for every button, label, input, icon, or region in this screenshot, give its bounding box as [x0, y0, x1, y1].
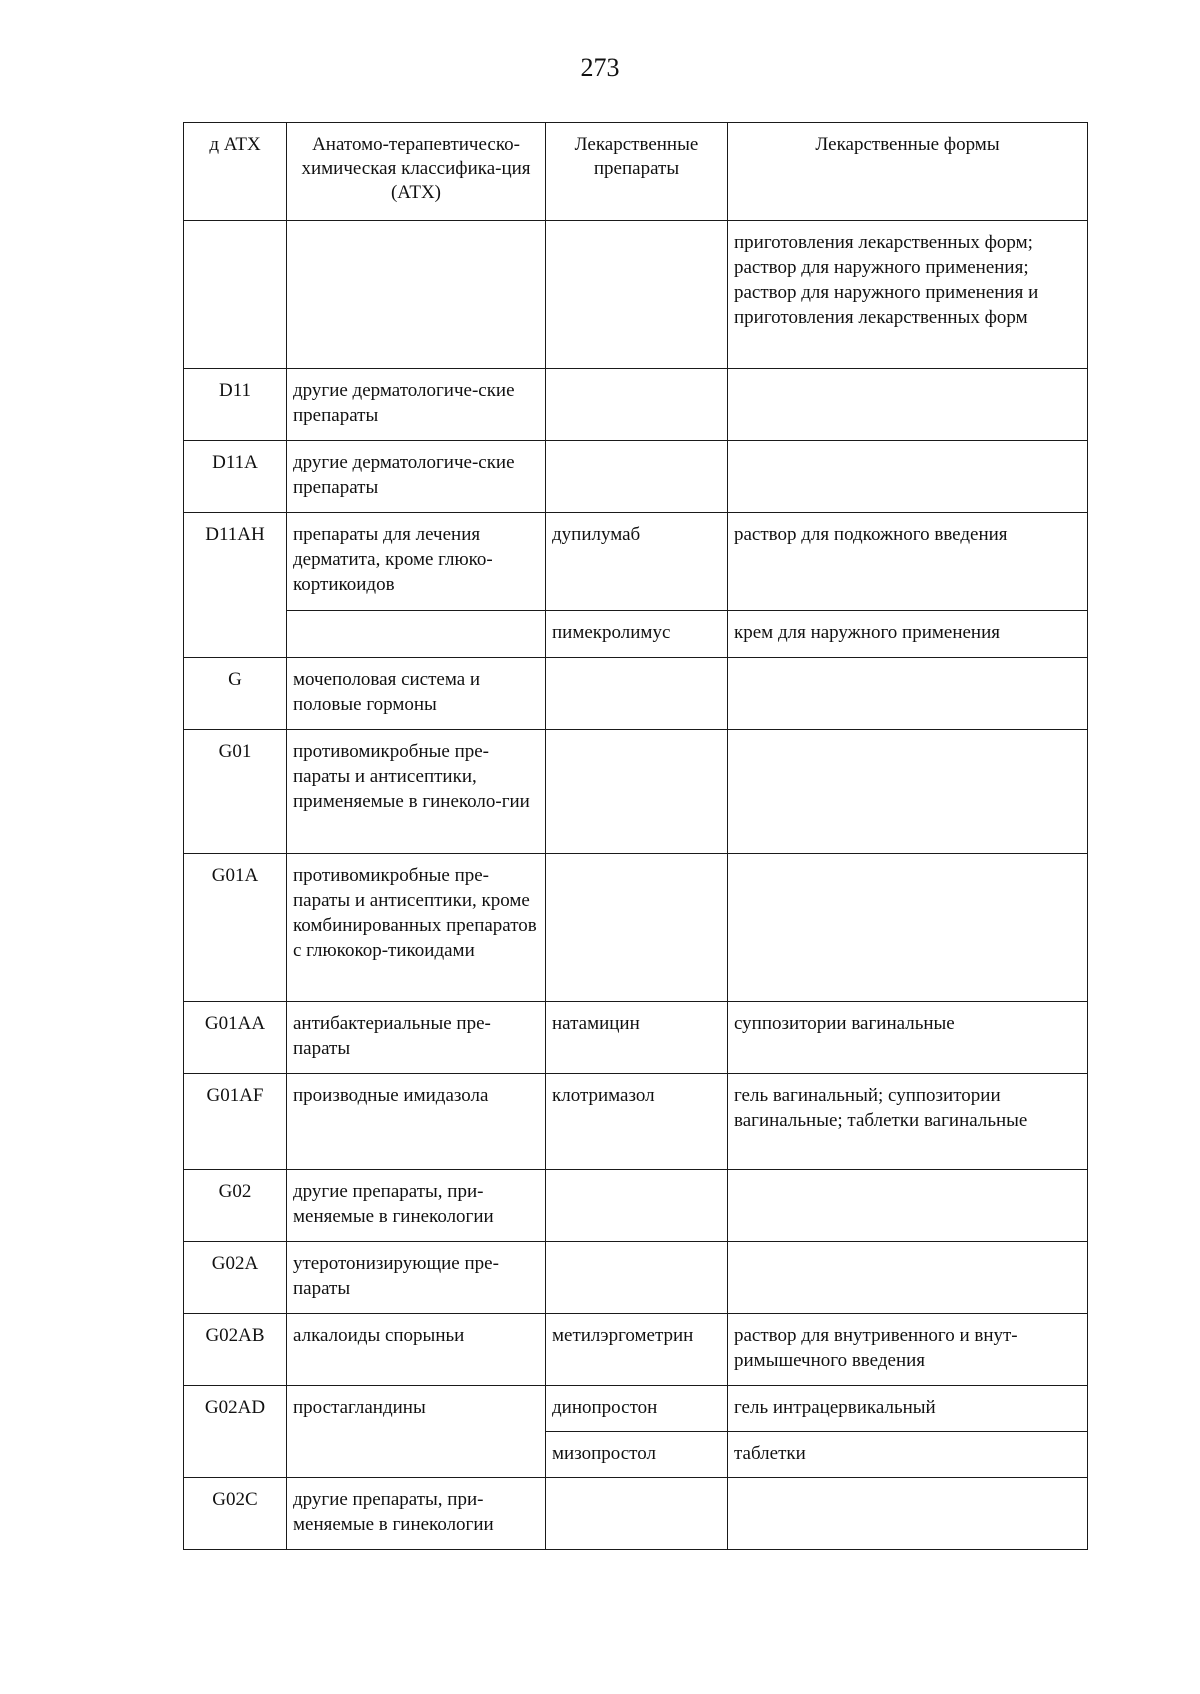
dosage-forms	[728, 1242, 1088, 1314]
atx-code: D11A	[184, 441, 287, 513]
atx-classification: антибактериальные пре-параты	[287, 1002, 546, 1074]
atx-classification: противомикробные пре-параты и антисептики, применяемые в гинеколо-гии	[287, 730, 546, 854]
atx-classification: утеротонизирующие пре-параты	[287, 1242, 546, 1314]
drug-name: метилэргометрин	[546, 1314, 728, 1386]
header-classification: Анатомо-терапевтическо-химическая классифика-ция (АТХ)	[287, 123, 546, 221]
header-forms: Лекарственные формы	[728, 123, 1088, 221]
atx-classification: простагландины	[287, 1386, 546, 1478]
dosage-forms: таблетки	[728, 1432, 1088, 1478]
dosage-forms: гель вагинальный; суппозитории вагинальные; таблетки вагинальные	[728, 1074, 1088, 1170]
drug-name: пимекролимус	[546, 611, 728, 658]
page-number: 273	[580, 53, 620, 82]
atx-classification: другие дерматологиче-ские препараты	[287, 369, 546, 441]
atx-classification: производные имидазола	[287, 1074, 546, 1170]
atx-classification: алкалоиды спорыньи	[287, 1314, 546, 1386]
dosage-forms: раствор для внутривенного и внут-римышечного введения	[728, 1314, 1088, 1386]
drug-name	[546, 1242, 728, 1314]
table-row	[184, 854, 1088, 1002]
table-row	[184, 611, 1088, 658]
dosage-forms	[728, 441, 1088, 513]
drug-name	[546, 854, 728, 1002]
atx-code: D11AH	[184, 513, 287, 658]
atx-classification: препараты для лечения дерматита, кроме глюко-кортикоидов	[287, 513, 546, 611]
atx-code: G01	[184, 730, 287, 854]
drug-name: натамицин	[546, 1002, 728, 1074]
table-row	[184, 1074, 1088, 1170]
dosage-forms	[728, 1478, 1088, 1550]
table-row	[184, 658, 1088, 730]
drug-name: клотримазол	[546, 1074, 728, 1170]
atx-code: G02C	[184, 1478, 287, 1550]
drug-name	[546, 730, 728, 854]
table-row	[184, 513, 1088, 611]
atx-classification: другие препараты, при-меняемые в гинекологии	[287, 1170, 546, 1242]
drug-name: мизопростол	[546, 1432, 728, 1478]
drug-name	[546, 369, 728, 441]
drug-name	[546, 1478, 728, 1550]
dosage-forms	[728, 658, 1088, 730]
table-row	[184, 1386, 1088, 1432]
atx-code: G02A	[184, 1242, 287, 1314]
drug-name: дупилумаб	[546, 513, 728, 611]
table-row	[184, 441, 1088, 513]
atx-code: G	[184, 658, 287, 730]
atx-classification	[287, 221, 546, 369]
dosage-forms: раствор для подкожного введения	[728, 513, 1088, 611]
table-row	[184, 369, 1088, 441]
dosage-forms: крем для наружного применения	[728, 611, 1088, 658]
atx-code: G02AD	[184, 1386, 287, 1478]
drug-name	[546, 658, 728, 730]
drug-name: динопростон	[546, 1386, 728, 1432]
atx-code: D11	[184, 369, 287, 441]
dosage-forms	[728, 730, 1088, 854]
header-row	[184, 123, 1088, 221]
atx-classification: другие препараты, при-меняемые в гинекологии	[287, 1478, 546, 1550]
atx-code: G02	[184, 1170, 287, 1242]
table-row	[184, 1170, 1088, 1242]
atx-code: G01A	[184, 854, 287, 1002]
table-row	[184, 730, 1088, 854]
table-row	[184, 221, 1088, 369]
atx-classification	[287, 611, 546, 658]
atx-classification: противомикробные пре-параты и антисептики, кроме комбинированных препаратов с глюкокор-тикоидами	[287, 854, 546, 1002]
header-code: д ATX	[184, 123, 287, 221]
atx-table	[183, 122, 1088, 1550]
dosage-forms	[728, 369, 1088, 441]
drug-name	[546, 1170, 728, 1242]
atx-code: G01AA	[184, 1002, 287, 1074]
atx-code: G01AF	[184, 1074, 287, 1170]
table-row	[184, 1002, 1088, 1074]
atx-classification: другие дерматологиче-ские препараты	[287, 441, 546, 513]
dosage-forms: гель интрацервикальный	[728, 1386, 1088, 1432]
drug-name	[546, 441, 728, 513]
table-body	[184, 221, 1088, 1550]
table-row	[184, 1314, 1088, 1386]
atx-code	[184, 221, 287, 369]
dosage-forms: приготовления лекарственных форм; раствор для наружного применения; раствор для наружного применения и приготовления лекарственных форм	[728, 221, 1088, 369]
dosage-forms	[728, 1170, 1088, 1242]
atx-classification: мочеполовая система и половые гормоны	[287, 658, 546, 730]
table-header	[184, 123, 1088, 221]
header-drugs: Лекарственные препараты	[546, 123, 728, 221]
table-row	[184, 1478, 1088, 1550]
dosage-forms	[728, 854, 1088, 1002]
dosage-forms: суппозитории вагинальные	[728, 1002, 1088, 1074]
drug-name	[546, 221, 728, 369]
atx-code: G02AB	[184, 1314, 287, 1386]
table-row	[184, 1242, 1088, 1314]
